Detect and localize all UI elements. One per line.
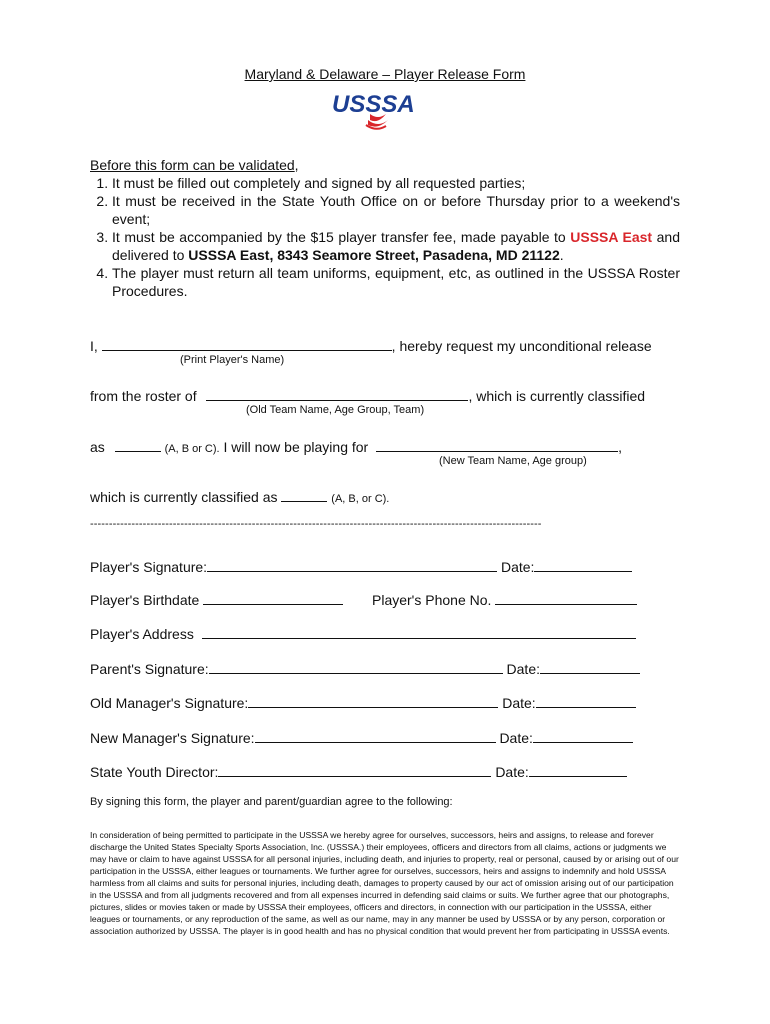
release-line-1: I, , hereby request my unconditional release	[90, 338, 652, 354]
new-manager-signature-row: New Manager's Signature: Date:	[90, 728, 633, 747]
legal-release-text: In consideration of being permitted to participate in the USSSA we hereby agree for ourselves, successors, heirs and assigns, to release and forever discharge the United States Specialty Sports Association, Inc. (USSSA.) their employees, officers and directors from all claims, actions or judgments we may have or claim to have against USSSA for all personal injuries, including death, and injuries to property, real or personal, caused by or arising out of our participation in the USSSA, either leagues or tournaments. We further agree for ourselves, successors, heirs and assigns to indemnify and hold USSSA harmless from all claims and suits for personal injuries, including death, damages to property caused by our act of omission arising out of our participation in the USSSA and from all judgments recovered and from all expenses incurred in defending said claims or suits. We further agree that our photographs, pictures, slides or movies taken or made by USSSA their employees, officers and directors, in connection with our participation in the USSSA, either leagues or tournaments, or any reproduction of the same, as well as our name, may in any manner be used by USSSA or by any person, corporation or association authorized by USSSA. The player is in good health and has no physical condition that would prevent her from participating in USSSA events.	[90, 830, 679, 936]
requirement-1: 1. It must be filled out completely and signed by all requested parties;	[112, 174, 680, 192]
state-youth-director-row: State Youth Director: Date:	[90, 762, 627, 781]
player-name-caption: (Print Player's Name)	[180, 354, 285, 366]
new-team-caption: (New Team Name, Age group)	[439, 455, 587, 467]
parent-signature-row: Parent's Signature: Date:	[90, 659, 640, 678]
old-class-field[interactable]	[115, 437, 161, 452]
release-line-4: which is currently classified as (A, B, or C).	[90, 489, 390, 505]
agreement-intro: By signing this form, the player and parent/guardian agree to the following:	[90, 796, 453, 808]
requirement-3: 3. It must be accompanied by the $15 player transfer fee, made payable to USSSA East and delivered to USSSA East, 8343 Seamore Street, Pasadena, MD 21122.	[112, 228, 680, 264]
player-signature-field[interactable]	[207, 557, 497, 572]
new-class-field[interactable]	[281, 487, 327, 502]
payee-highlight: USSSA East	[570, 229, 653, 245]
state-youth-director-field[interactable]	[218, 762, 491, 777]
release-line-3: as (A, B or C). I will now be playing for ,	[90, 439, 623, 455]
state-youth-director-date-field[interactable]	[529, 762, 627, 777]
new-manager-signature-field[interactable]	[255, 728, 496, 743]
new-manager-date-field[interactable]	[533, 728, 633, 743]
form-title: Maryland & Delaware – Player Release Form	[244, 66, 526, 82]
requirement-4: 4. The player must return all team uniforms, equipment, etc, as outlined in the USSSA Roster Procedures.	[112, 264, 680, 300]
player-address-field[interactable]	[202, 624, 636, 639]
old-manager-date-field[interactable]	[536, 693, 636, 708]
new-team-field[interactable]	[376, 437, 618, 452]
player-signature-date-field[interactable]	[534, 557, 632, 572]
divider: ------------------------------------------------------------------------------------------------------------------------	[90, 518, 542, 530]
parent-signature-date-field[interactable]	[540, 659, 640, 674]
player-signature-row: Player's Signature: Date:	[90, 557, 632, 576]
player-birthdate-field[interactable]	[203, 590, 343, 605]
old-manager-signature-field[interactable]	[248, 693, 498, 708]
player-birthdate-row: Player's Birthdate	[90, 590, 343, 609]
logo-text: USSSA	[332, 91, 415, 118]
old-team-caption: (Old Team Name, Age Group, Team)	[246, 404, 425, 416]
requirement-2: 2. It must be received in the State Youth Office on or before Thursday prior to a weekend's event;	[112, 192, 680, 228]
player-address-row: Player's Address	[90, 624, 636, 643]
requirements-list: Before this form can be validated, 1. It must be filled out completely and signed by all requested parties; 2. It must be received in the State Youth Office on or before Thursday prior to a weekend's event; 3. It must be accompanied by the $15 player transfer fee, made payable to USSSA East and delivered to USSSA East, 8343 Seamore Street, Pasadena, MD 21122. 4. The player must return all team uniforms, equipment, etc, as outlined in the USSSA Roster Procedures.	[90, 156, 680, 300]
release-line-2: from the roster of , which is currently classified	[90, 388, 646, 404]
player-name-field[interactable]	[102, 336, 392, 351]
usssa-logo	[330, 90, 440, 130]
old-manager-signature-row: Old Manager's Signature: Date:	[90, 693, 636, 712]
player-phone-field[interactable]	[495, 590, 637, 605]
player-phone-row: Player's Phone No.	[372, 590, 637, 609]
parent-signature-field[interactable]	[209, 659, 503, 674]
requirements-intro: Before this form can be validated	[90, 157, 295, 173]
old-team-field[interactable]	[206, 386, 468, 401]
mailing-address: USSSA East, 8343 Seamore Street, Pasadena, MD 21122	[188, 247, 560, 263]
